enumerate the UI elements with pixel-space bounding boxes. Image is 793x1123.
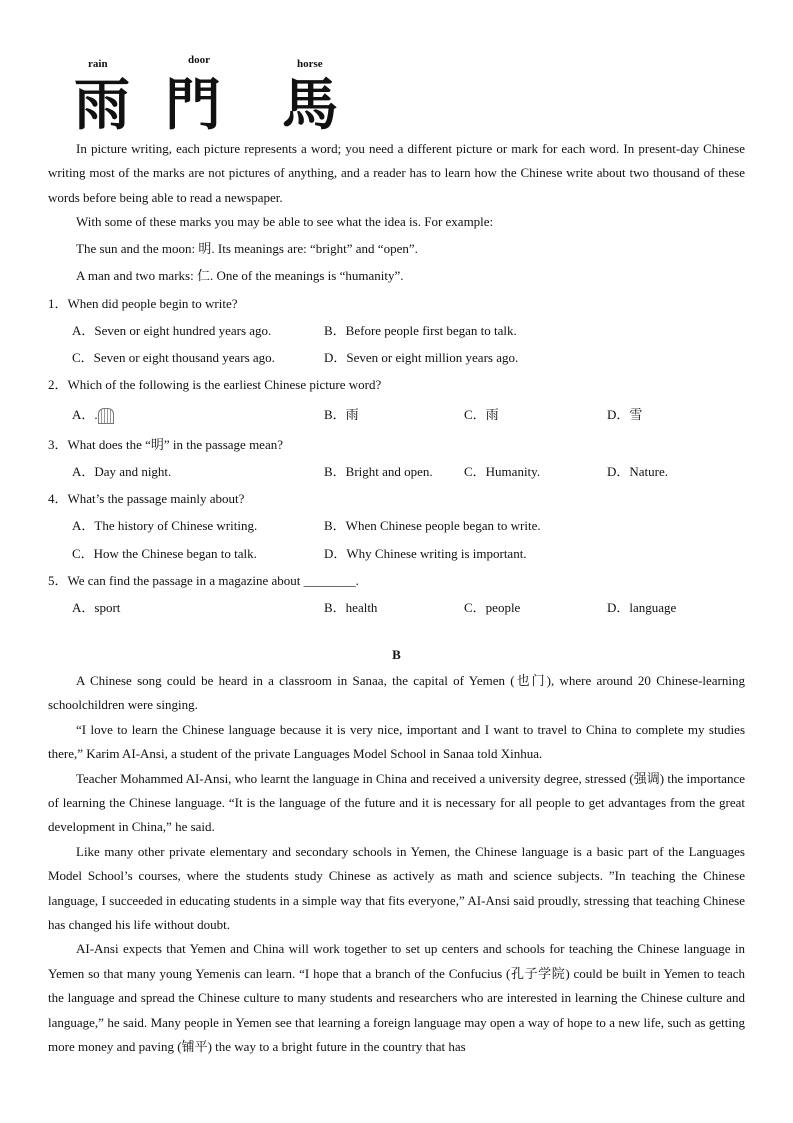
option-c: C．雨: [464, 407, 499, 422]
option-a-label: A．.: [72, 407, 98, 422]
passage-a-paragraph: In picture writing, each picture represents a word; you need a different picture or mark for each word. In present-day Chinese writing most of the marks are not pictures of anything, and a reader has to learn how the Chinese write about two thousand of these words before being able to read a newspaper.: [48, 141, 745, 205]
ancient-rain-glyph-icon: [98, 408, 114, 424]
option-b: B．Bright and open.: [324, 464, 433, 479]
option-c: C．Humanity.: [464, 464, 541, 479]
passage-a-paragraph: With some of these marks you may be able to see what the idea is. For example:: [76, 214, 494, 230]
passage-b-paragraph: A Chinese song could be heard in a classroom in Sanaa, the capital of Yemen (也门), where around 20 Chinese-learning schoolchildren were singing.: [48, 673, 745, 713]
option-b: B．Before people first began to talk.: [324, 323, 517, 338]
option-b: B．health: [324, 600, 378, 615]
passage-b-paragraph: “I love to learn the Chinese language because it is very nice, important and I want to travel to China to complete my studies there,” Karim AI-Ansi, a student of the private Languages Model School in Sanaa told Xinhua.: [48, 721, 745, 762]
question-stem: 4．What’s the passage mainly about?: [48, 491, 245, 506]
figure-label-horse: horse: [297, 58, 323, 70]
example-line: The sun and the moon: 明. Its meanings are: “bright” and “open”.: [76, 241, 418, 256]
option-d: D．Seven or eight million years ago.: [324, 350, 519, 365]
option-a: [72, 404, 114, 424]
option-d: D．雪: [607, 407, 643, 422]
passage-a: [48, 137, 745, 235]
passage-b-paragraph: AI-Ansi expects that Yemen and China will work together to set up centers and schools for teaching the Chinese language in Yemen so that many young Yemenis can learn. “I hope that a branch of the Confucius (孔子学院) could be built in Yemen to teach the language and spread the Chinese culture to many students and researchers who are interested in learning the Chinese culture and language,” he said. Many people in Yemen see that learning a foreign language may open a way of hope to a new life, such as getting more money and paving (铺平) the way to a bright future in the country that has: [48, 941, 745, 1055]
passage-b-paragraph: Like many other private elementary and secondary schools in Yemen, the Chinese language is a basic part of the Languages Model School’s courses, where the students study Chinese as actively as math and science subjects. ”In teaching the Chinese language, I succeeded in educating students in a simple way that fits everyone,” AI-Ansi said proudly, stressing that teaching Chinese has changed his life without doubt.: [48, 843, 745, 933]
option-d: D．language: [607, 600, 677, 615]
option-c: C．people: [464, 600, 521, 615]
question-stem: 3．What does the “明” in the passage mean?: [48, 437, 283, 452]
option-a: A．Day and night.: [72, 464, 172, 479]
option-a: A．Seven or eight hundred years ago.: [72, 323, 272, 338]
option-c: C．How the Chinese began to talk.: [72, 546, 257, 561]
figure-label-rain: rain: [88, 58, 108, 70]
ancient-glyph-rain: 雨: [74, 75, 128, 137]
figure-label-door: door: [188, 54, 210, 66]
question-stem: 5．We can find the passage in a magazine about ________.: [48, 573, 359, 588]
option-b: B．雨: [324, 407, 359, 422]
option-d: D．Why Chinese writing is important.: [324, 546, 527, 561]
option-d: D．Nature.: [607, 464, 669, 479]
passage-b-paragraph: Teacher Mohammed AI-Ansi, who learnt the language in China and received a university degree, stressed (强调) the importance of learning the Chinese language. “It is the language of the future and it is necessary for all people to get advantages from the great development in China,” he said.: [48, 770, 745, 835]
passage-b: [48, 669, 745, 1060]
section-b-heading: B: [392, 647, 401, 662]
ancient-glyph-door: 門: [165, 75, 219, 137]
option-b: B．When Chinese people began to write.: [324, 518, 541, 533]
ancient-glyph-horse: 馬: [282, 75, 336, 137]
option-c: C．Seven or eight thousand years ago.: [72, 350, 275, 365]
option-a: A．The history of Chinese writing.: [72, 518, 258, 533]
question-stem: 1．When did people begin to write?: [48, 296, 238, 311]
example-line: A man and two marks: 仁. One of the meanings is “humanity”.: [76, 268, 404, 283]
question-stem: 2．Which of the following is the earliest Chinese picture word?: [48, 377, 382, 392]
option-a: A．sport: [72, 600, 121, 615]
